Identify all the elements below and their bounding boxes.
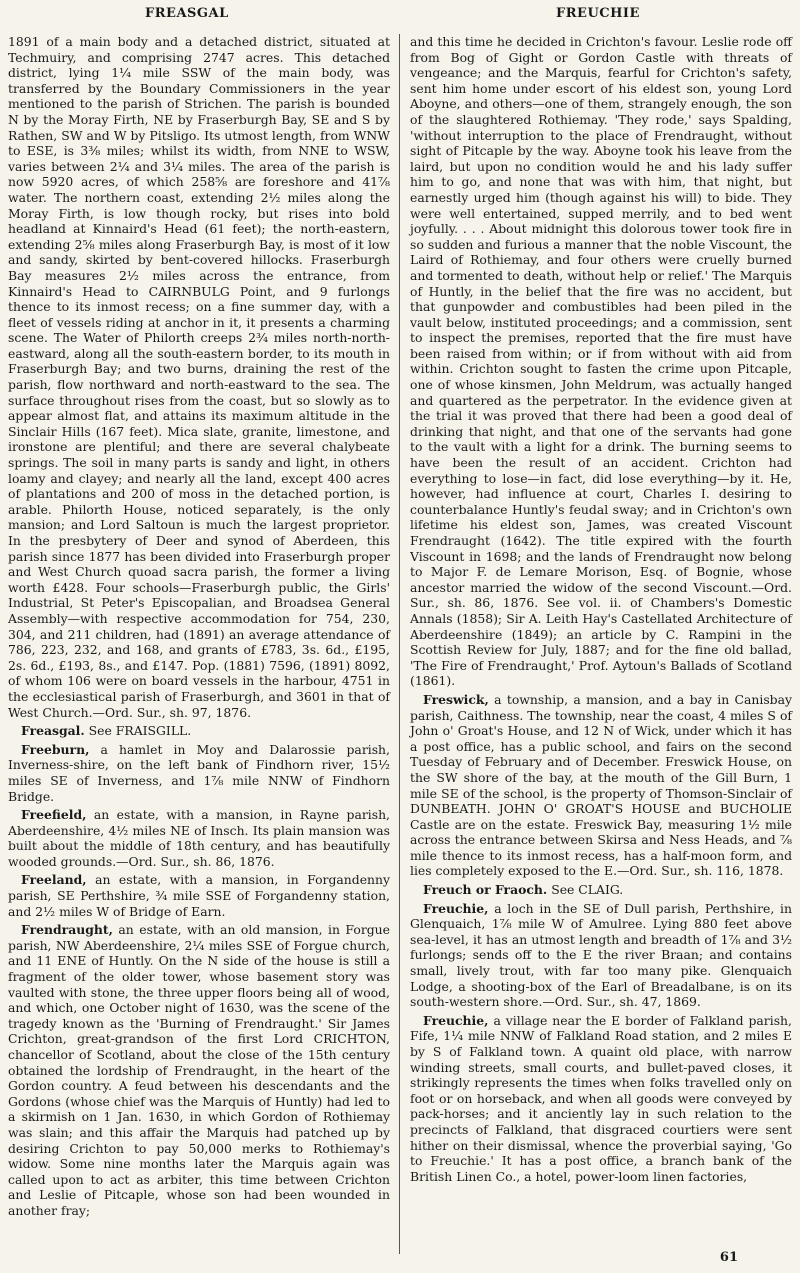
entry-text: and this time he decided in Crichton's favour. Leslie rode off from Bog of Gight or Gordon Castle with threats of vengeance; and the Marquis, fearful for Crichton's safety, sent him home under escort of his eldest son, young Lord Aboyne, and others—one of them, strangely enough, the son of the slaughtered Rothiemay. 'They rode,' says Spalding, 'without interruption to the place of Frendraught, without sight of Pitcaple by the way. Aboyne took his leave from the laird, but upon no condition would he and his lady suffer him to go, and none that was with him, that night, but earnestly urged him (though against his will) to bide. They were well entertained, supped merrily, and to bed went joyfully. . . . About midnight this dolorous tower took fire in so sudden and furious a manner that the noble Viscount, the Laird of Rothiemay, and four others were cruelly burned and tormented to death, without help or relief.' The Marquis of Huntly, in the belief that the fire was no accident, but that gunpowder and combustibles had been piled in the vault below, instituted proceedings; and a commission, sent to inspect the premises, reported that the fire must have been raised from within; or if from without with aid from within. Crichton sought to fasten the crime upon Pitcaple, one of whose kinsmen, John Meldrum, was actually hanged and quartered as the perpetrator. In the evidence given at the trial it was proved that there had been a good deal of drinking that night, and that one of the servants had gone to the vault with a light for a drink. The burning seems to have been the result of an accident. Crichton had everything to lose—in fact, did lose everything—by it. He, however, had influence at court, Charles I. desiring to counterbalance Huntly's feudal sway; and in Crichton's own lifetime his eldest son, James, was created Viscount Frendraught (1642). The title expired with the fourth Viscount in 1698; and the lands of Frendraught now belong to Major F. de Lemare Morison, Esq. of Bognie, whose ancestor married the widow of the second Viscount.—Ord. Sur., sh. 86, 1876. See vol. ii. of Chambers's Domestic Annals (1858); Sir A. Leith Hay's Castellated Architecture of Aberdeenshire (1849); an article by C. Rampini in the Scottish Review for July, 1887; and for the fine old ballad, 'The Fire of Frendraught,' Prof. Aytoun's Ballads of Scotland (1861). <box>410 34 792 689</box>
entry-headword: Frendraught, <box>21 922 113 938</box>
entry-headword: Freuchie, <box>423 1012 489 1028</box>
entry-headword: Freswick, <box>423 691 489 707</box>
entry-freeburn <box>8 742 390 804</box>
entry-headword: Freuchie, <box>423 900 489 916</box>
entry-headword: Freefield, <box>21 807 87 823</box>
page-number: 61 <box>719 1250 738 1265</box>
entry-continuation <box>8 34 390 720</box>
entry-freuchie-loch <box>410 901 792 1010</box>
entry-headword: Freuch or Fraoch. <box>423 882 548 898</box>
entry-text: an estate, with an old mansion, in Forgue parish, NW Aberdeenshire, 2¼ miles SSE of Forgue church, and 11 ENE of Huntly. On the N side of the house is still a fragment of the older tower, whose basement story was vaulted with stone, the three upper floors being all of wood, and which, one October night of 1630, was the scene of the tragedy known as the 'Burning of Frendraught.' Sir James Crichton, great-grandson of the first Lord CRICHTON, chancellor of Scotland, about the close of the 15th century obtained the lordship of Frendraught, in the heart of the Gordon country. A feud between his descendants and the Gordons (whose chief was the Marquis of Huntly) had led to a skirmish on 1 Jan. 1630, in which Gordon of Rothiemay was slain; and this affair the Marquis had patched up by desiring Crichton to pay 50,000 merks to Rothiemay's widow. Some nine months later the Marquis again was called upon to act as arbiter, this time between Crichton and Leslie of Pitcaple, whose son had been wounded in another fray; <box>8 922 390 1218</box>
right-column <box>410 34 792 1187</box>
entry-freuchie-village <box>410 1013 792 1185</box>
entry-frendraught <box>8 922 390 1218</box>
entry-text: an estate, with a mansion, in Forgandenny parish, SE Perthshire, ¾ mile SSE of Forgandenny station, and 2½ miles W of Bridge of Earn. <box>8 872 390 919</box>
entry-freswick <box>410 692 792 879</box>
entry-headword: Freasgal. <box>21 723 85 739</box>
entry-headword: Freeland, <box>21 872 87 888</box>
column-divider <box>399 34 400 1254</box>
entry-continuation <box>410 34 792 689</box>
entry-text: 1891 of a main body and a detached district, situated at Techmuiry, and comprising 2747 acres. This detached district, lying 1¼ mile SSW of the main body, was transferred by the Boundary Commissioners in the year mentioned to the parish of Strichen. The parish is bounded N by the Moray Firth, NE by Fraserburgh Bay, SE and S by Rathen, SW and W by Pitsligo. Its utmost length, from WNW to ESE, is 3⅜ miles; whilst its width, from NNE to WSW, varies between 2¼ and 3¼ miles. The area of the parish is now 5920 acres, of which 258⅝ are foreshore and 41⅞ water. The northern coast, extending 2½ miles along the Moray Firth, is low though rocky, but rises into bold headland at Kinnaird's Head (61 feet); the north-eastern, extending 2⅝ miles along Fraserburgh Bay, is most of it low and sandy, skirted by bent-covered hillocks. Fraserburgh Bay measures 2½ miles across the entrance, from Kinnaird's Head to CAIRNBULG Point, and 9 furlongs thence to its inmost recess; on a fine summer day, with a fleet of vessels riding at anchor in it, it presents a charming scene. The Water of Philorth creeps 2¾ miles north-north-eastward, along all the south-eastern border, to its mouth in Fraserburgh Bay; and two burns, draining the rest of the parish, flow northward and north-eastward to the sea. The surface throughout rises from the coast, but so slowly as to appear almost flat, and attains its maximum altitude in the Sinclair Hills (167 feet). Mica slate, granite, limestone, and ironstone are plentiful; and there are several chalybeate springs. The soil in many parts is sandy and light, in others loamy and clayey; and nearly all the land, except 400 acres of plantations and 200 of moss in the detached portion, is arable. Philorth House, noticed separately, is the only mansion; and Lord Saltoun is much the largest proprietor. In the presbytery of Deer and synod of Aberdeen, this parish since 1877 has been divided into Fraserburgh proper and West Church quoad sacra parish, the former a living worth £428. Four schools—Fraserburgh public, the Girls' Industrial, St Peter's Episcopalian, and Broadsea General Assembly—with respective accommodation for 754, 230, 304, and 211 children, had (1891) an average attendance of 786, 223, 232, and 168, and grants of £783, 3s. 6d., £195, 2s. 6d., £193, 8s., and £147. Pop. (1881) 7596, (1891) 8092, of whom 106 were on board vessels in the harbour, 4751 in the ecclesiastical parish of Fraserburgh, and 3601 in that of West Church.—Ord. Sur., sh. 97, 1876. <box>8 34 390 720</box>
entry-text: a township, a mansion, and a bay in Canisbay parish, Caithness. The township, near the coast, 4 miles S of John o' Groat's House, and 12 N of Wick, under which it has a post office, has a public school, and fairs on the second Tuesday of February and of December. Freswick House, on the SW shore of the bay, at the mouth of the Gill Burn, 1 mile SE of the school, is the property of Thomson-Sinclair of DUNBEATH. JOHN O' GROAT'S HOUSE and BUCHOLIE Castle are on the estate. Freswick Bay, measuring 1½ mile across the entrance between Skirsa and Ness Heads, and ⅞ mile thence to its inmost recess, has a half-moon form, and lies completely exposed to the E.—Ord. Sur., sh. 116, 1878. <box>410 691 792 879</box>
entry-freeland <box>8 872 390 919</box>
entry-text: See FRAISGILL. <box>88 723 192 739</box>
entry-freasgal <box>8 723 390 739</box>
running-head-right: FREUCHIE <box>556 6 640 21</box>
entry-text: a village near the E border of Falkland parish, Fife, 1¼ mile NNW of Falkland Road station, and 2 miles E by S of Falkland town. A quaint old place, with narrow winding streets, small courts, and bullet-paved closes, it strikingly represents the times when folks travelled only on foot or on horseback, and when all goods were conveyed by pack-horses; and it anciently lay in such relation to the precincts of Falkland, that disgraced courtiers were sent hither on their dismissal, whence the proverbial saying, 'Go to Freuchie.' It has a post office, a branch bank of the British Linen Co., a hotel, power-loom linen factories, <box>410 1012 792 1184</box>
entry-text: an estate, with a mansion, in Rayne parish, Aberdeenshire, 4½ miles NE of Insch. Its plain mansion was built about the middle of 18th century, and has beautifully wooded grounds.—Ord. Sur., sh. 86, 1876. <box>8 807 390 869</box>
entry-text: a hamlet in Moy and Dalarossie parish, Inverness-shire, on the left bank of Findhorn river, 15½ miles SE of Inverness, and 1⅞ mile NNW of Findhorn Bridge. <box>8 741 390 804</box>
left-column <box>8 34 390 1222</box>
entry-headword: Freeburn, <box>21 741 90 757</box>
entry-text: a loch in the SE of Dull parish, Perthshire, in Glenquaich, 1⅞ mile W of Amulree. Lying 880 feet above sea-level, it has an utmost length and breadth of 1⅞ and 3½ furlongs; sends off to the E the river Braan; and contains small, lively trout, with far too many pike. Glenquaich Lodge, a shooting-box of the Earl of Breadalbane, is on its south-western shore.—Ord. Sur., sh. 47, 1869. <box>410 900 792 1010</box>
entry-freefield <box>8 807 390 869</box>
entry-text: See CLAIG. <box>551 882 624 898</box>
entry-freuch <box>410 882 792 898</box>
running-head-left: FREASGAL <box>145 6 229 21</box>
